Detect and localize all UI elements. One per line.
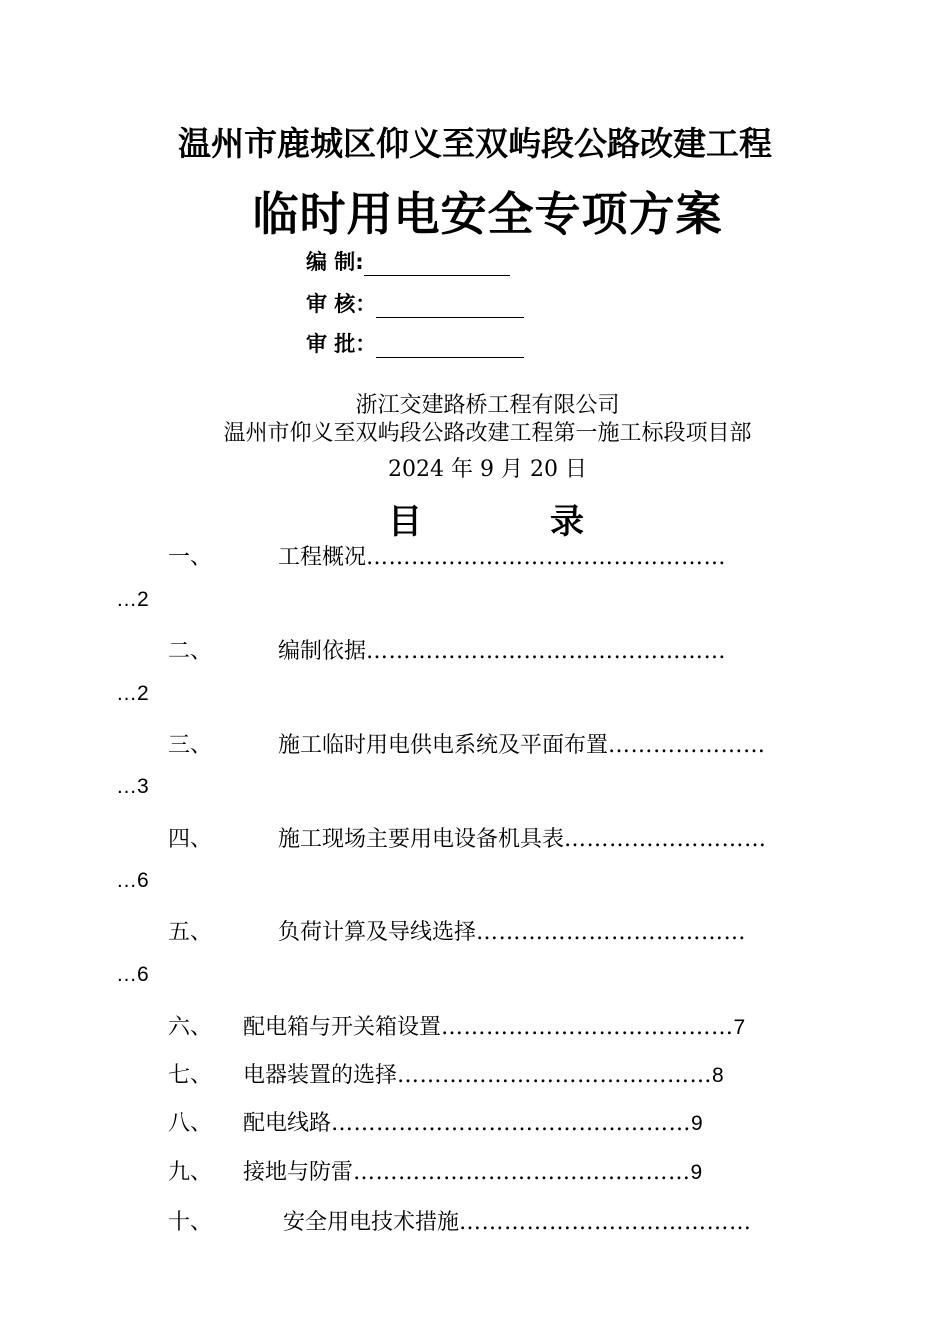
toc-page-number: …2 — [116, 588, 149, 611]
toc-item[interactable] — [168, 1010, 212, 1041]
signoff-review-label: 审 核： — [306, 292, 377, 316]
toc-item-num: 八、 — [168, 1111, 213, 1136]
signoff-approve-label: 审 批： — [306, 332, 377, 356]
toc-item-title[interactable]: 施工现场主要用电设备机具表……………………… — [278, 827, 767, 852]
signoff-review-blank — [376, 295, 524, 318]
toc-leader: ………………………………………… — [366, 639, 727, 664]
toc-item[interactable] — [168, 634, 212, 665]
toc-page-number: 9 — [690, 1161, 703, 1184]
toc-item[interactable] — [168, 1205, 212, 1236]
toc-item-title[interactable]: 编制依据………………………………………… — [278, 639, 727, 664]
signoff-compile — [306, 246, 510, 276]
toc-item-num: 五、 — [168, 920, 213, 945]
signoff-compile-label: 编 制: — [306, 250, 364, 274]
toc-item-title[interactable]: 工程概况………………………………………… — [278, 545, 727, 570]
toc-page-number: 9 — [691, 1112, 703, 1135]
toc-page-number: …6 — [116, 963, 149, 986]
document-date: 2024 年 9 月 20 日 — [388, 457, 587, 482]
toc-item-num: 三、 — [168, 733, 213, 758]
signoff-compile-blank — [364, 253, 510, 276]
toc-leader: ………………………………………… — [331, 1111, 692, 1136]
toc-page-number: 7 — [733, 1016, 746, 1039]
toc-heading-right: 录 — [550, 502, 584, 542]
toc-leader: ………………………………………… — [366, 545, 727, 570]
toc-item-num: 一、 — [168, 545, 213, 570]
toc-page-number: 8 — [712, 1064, 724, 1087]
toc-item[interactable] — [168, 822, 212, 853]
toc-page-number: …2 — [116, 682, 149, 705]
toc-item-title[interactable]: 安全用电技术措施………………………………… — [283, 1210, 752, 1235]
toc-leader: ……………………………… — [476, 920, 747, 945]
toc-item-title[interactable]: 电器装置的选择……………………………………8 — [243, 1063, 724, 1088]
signoff-approve — [306, 328, 524, 358]
toc-item-num: 四、 — [168, 827, 213, 852]
toc-leader: ………………………………… — [441, 1015, 734, 1040]
toc-item[interactable] — [168, 915, 212, 946]
signoff-review — [306, 288, 524, 318]
toc-item[interactable] — [168, 1058, 212, 1089]
toc-leader: ……………………… — [564, 827, 767, 852]
toc-page-number: …3 — [116, 775, 149, 798]
toc-leader: ………………… — [608, 733, 766, 758]
toc-leader: …………………………………… — [397, 1063, 713, 1088]
toc-item-title[interactable]: 配电箱与开关箱设置…………………………………7 — [243, 1015, 746, 1040]
toc-item[interactable] — [168, 1106, 212, 1137]
toc-item-num: 九、 — [168, 1160, 213, 1185]
toc-item-title[interactable]: 负荷计算及导线选择……………………………… — [278, 920, 747, 945]
toc-item[interactable] — [168, 728, 212, 759]
toc-item[interactable] — [168, 540, 212, 571]
toc-item-title[interactable]: 接地与防雷………………………………………9 — [243, 1160, 703, 1185]
toc-leader: ……………………………………… — [353, 1160, 691, 1185]
document-subtitle: 临时用电安全专项方案 — [252, 187, 723, 241]
toc-item-num: 六、 — [168, 1015, 213, 1040]
toc-item-num: 十、 — [168, 1210, 213, 1235]
toc-heading-left: 目 — [388, 502, 422, 542]
department-name: 温州市仰义至双屿段公路改建工程第一施工标段项目部 — [223, 421, 752, 446]
toc-leader: ………………………………… — [459, 1210, 752, 1235]
toc-item-num: 七、 — [168, 1063, 213, 1088]
toc-item-title[interactable]: 施工临时用电供电系统及平面布置………………… — [278, 733, 766, 758]
toc-item[interactable] — [168, 1155, 212, 1186]
toc-item-num: 二、 — [168, 639, 213, 664]
toc-page-number: …6 — [116, 869, 149, 892]
toc-item-title[interactable]: 配电线路…………………………………………9 — [243, 1111, 703, 1136]
document-title: 温州市鹿城区仰义至双屿段公路改建工程 — [178, 124, 772, 163]
toc-heading — [388, 494, 584, 543]
company-name: 浙江交建路桥工程有限公司 — [355, 393, 620, 418]
signoff-approve-blank — [376, 335, 524, 358]
